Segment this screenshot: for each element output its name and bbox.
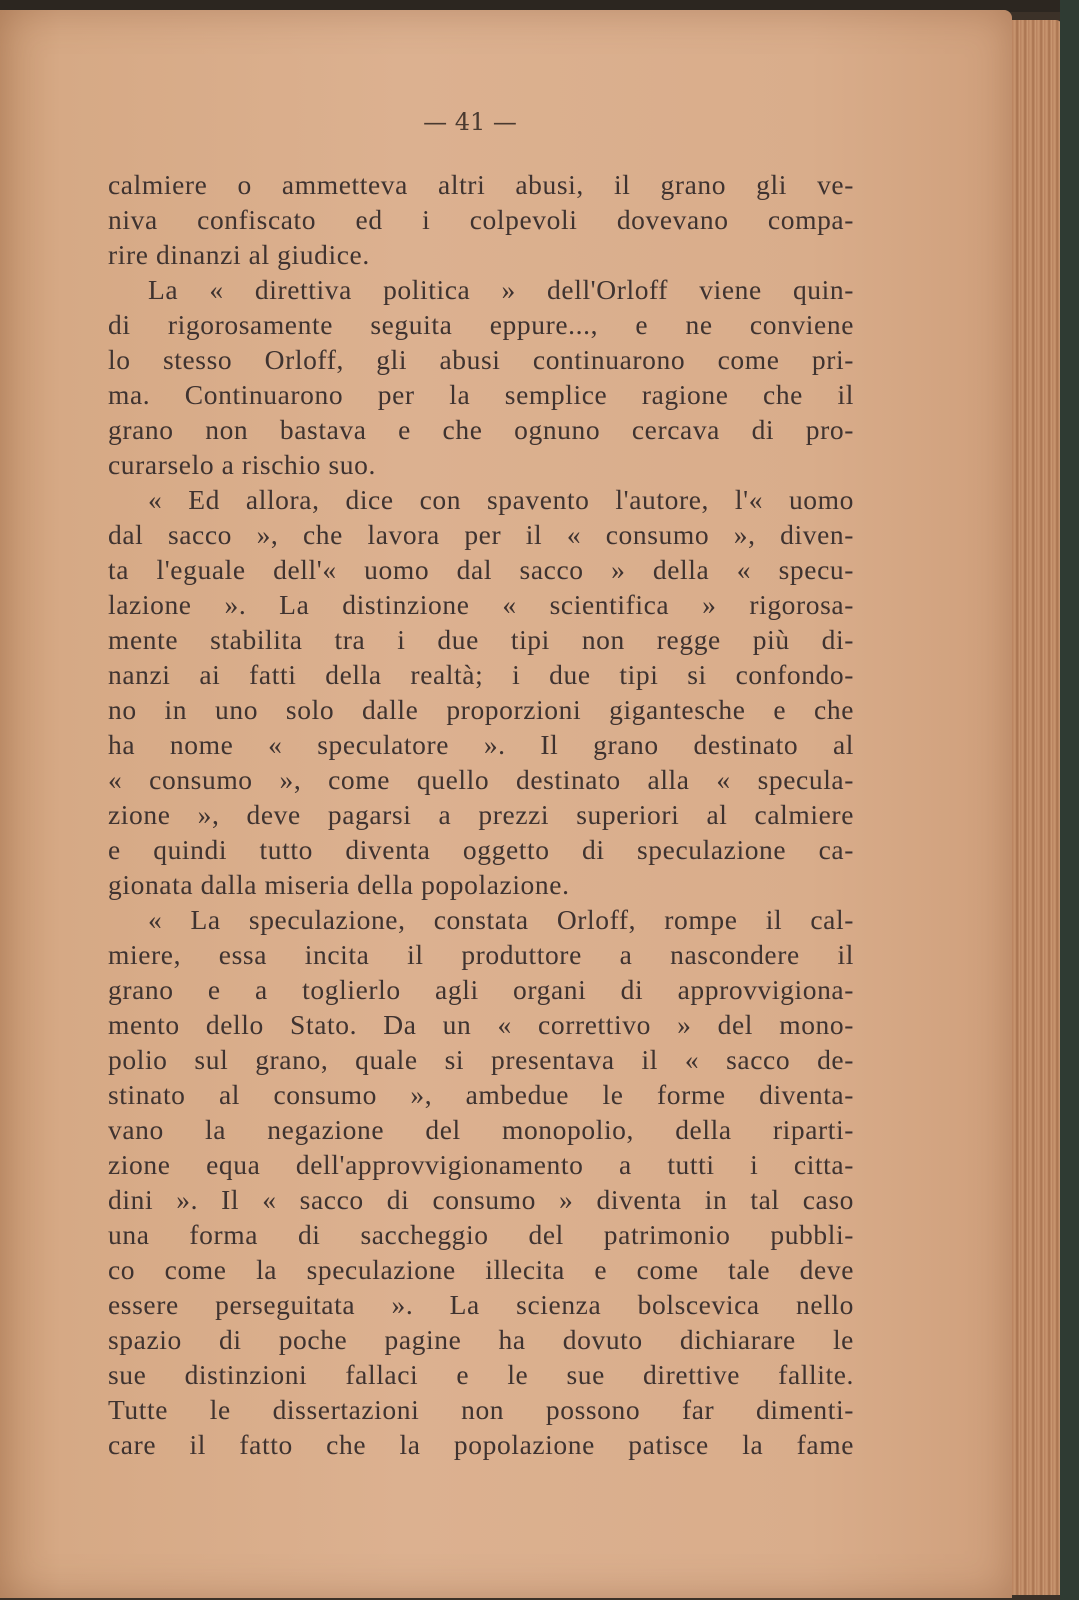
- text-line: « consumo », come quello destinato alla « specula-: [108, 764, 854, 795]
- text-line: co come la speculazione illecita e come tale deve: [108, 1254, 854, 1285]
- text-line: dini ». Il « sacco di consumo » diventa in tal caso: [108, 1184, 854, 1215]
- text-line: rire dinanzi al giudice.: [108, 239, 370, 270]
- book-binding: [1060, 0, 1079, 1600]
- text-line: grano e a toglierlo agli organi di approvvigiona-: [108, 974, 854, 1005]
- text-line: ta l'eguale dell'« uomo dal sacco » della « specu-: [108, 554, 854, 585]
- text-line: « La speculazione, constata Orloff, rompe il cal-: [148, 904, 854, 935]
- text-line: vano la negazione del monopolio, della riparti-: [108, 1114, 854, 1145]
- text-line: grano non bastava e che ognuno cercava di pro-: [108, 414, 854, 445]
- text-line: mento dello Stato. Da un « correttivo » del mono-: [108, 1009, 854, 1040]
- text-line: sue distinzioni fallaci e le sue direttive fallite.: [108, 1359, 854, 1390]
- text-line: Tutte le dissertazioni non possono far dimenti-: [108, 1394, 854, 1425]
- text-line: miere, essa incita il produttore a nascondere il: [108, 939, 854, 970]
- text-line: una forma di saccheggio del patrimonio pubbli-: [108, 1219, 854, 1250]
- text-line: calmiere o ammetteva altri abusi, il grano gli ve-: [108, 169, 854, 200]
- text-line: ha nome « speculatore ». Il grano destinato al: [108, 729, 854, 760]
- text-line: nanzi ai fatti della realtà; i due tipi si confondo-: [108, 659, 854, 690]
- body-text: [108, 167, 854, 1462]
- text-line: niva confiscato ed i colpevoli dovevano compa-: [108, 204, 854, 235]
- text-line: La « direttiva politica » dell'Orloff viene quin-: [148, 274, 854, 305]
- text-line: mente stabilita tra i due tipi non regge più di-: [108, 624, 854, 655]
- text-line: care il fatto che la popolazione patisce la fame: [108, 1429, 854, 1460]
- text-line: di rigorosamente seguita eppure..., e ne conviene: [108, 309, 854, 340]
- text-line: lazione ». La distinzione « scientifica » rigorosa-: [108, 589, 854, 620]
- book-page: [0, 10, 1012, 1598]
- text-line: essere perseguitata ». La scienza bolscevica nello: [108, 1289, 854, 1320]
- text-line: dal sacco », che lavora per il « consumo », diven-: [108, 519, 854, 550]
- text-line: « Ed allora, dice con spavento l'autore, l'« uomo: [148, 484, 854, 515]
- text-line: ma. Continuarono per la semplice ragione che il: [108, 379, 854, 410]
- text-line: no in uno solo dalle proporzioni gigantesche e che: [108, 694, 854, 725]
- text-line: zione », deve pagarsi a prezzi superiori al calmiere: [108, 799, 854, 830]
- text-line: polio sul grano, quale si presentava il « sacco de-: [108, 1044, 854, 1075]
- text-line: lo stesso Orloff, gli abusi continuarono come pri-: [108, 344, 854, 375]
- text-line: curarselo a rischio suo.: [108, 449, 376, 480]
- page-edges: [1012, 20, 1062, 1595]
- text-line: zione equa dell'approvvigionamento a tutti i citta-: [108, 1149, 854, 1180]
- text-line: spazio di poche pagine ha dovuto dichiarare le: [108, 1324, 854, 1355]
- page-number: — 41 —: [423, 108, 517, 136]
- text-line: e quindi tutto diventa oggetto di speculazione ca-: [108, 834, 854, 865]
- text-line: gionata dalla miseria della popolazione.: [108, 869, 570, 900]
- text-line: stinato al consumo », ambedue le forme diventa-: [108, 1079, 854, 1110]
